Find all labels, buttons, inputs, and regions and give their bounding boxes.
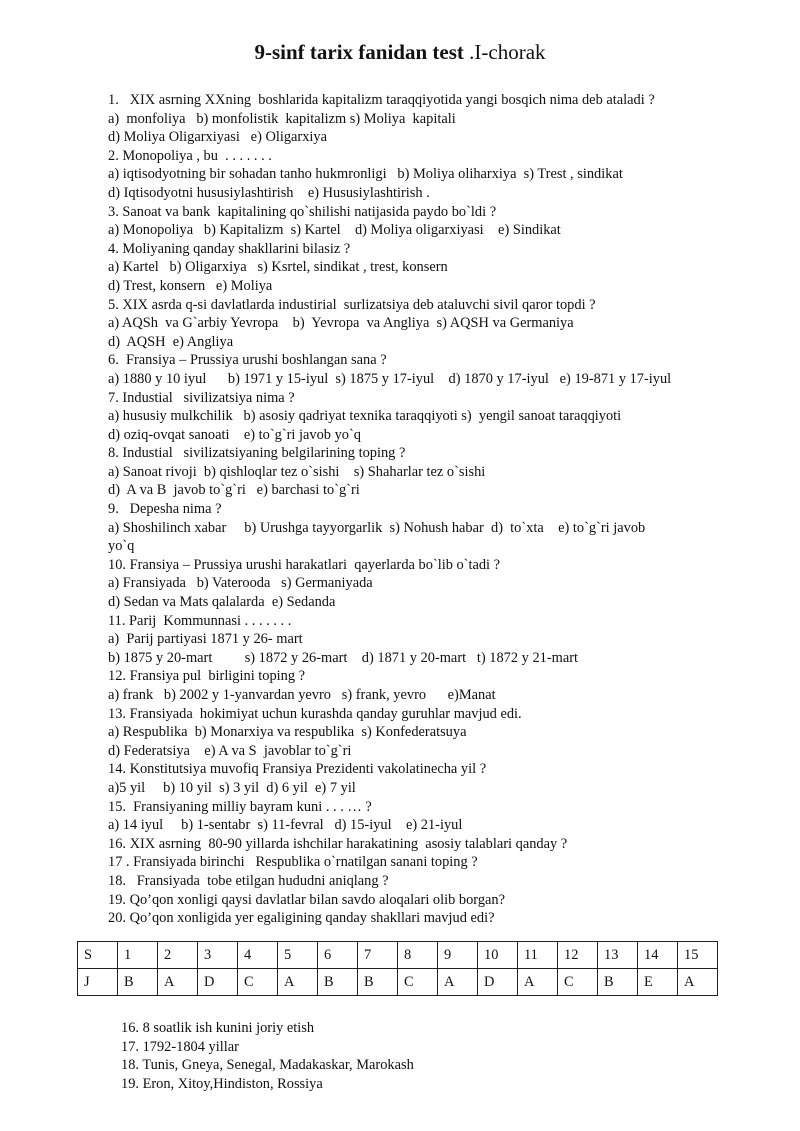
question-line: d) Sedan va Mats qalalarda e) Sedanda bbox=[108, 594, 336, 611]
page-title bbox=[0, 40, 800, 65]
answer-key-question-number: 15 bbox=[678, 942, 718, 969]
question-line: 20. Qo’qon xonligida yer egaligining qanday shakllari mavjud edi? bbox=[108, 910, 495, 927]
open-answer-line: 16. 8 soatlik ish kunini joriy etish bbox=[121, 1020, 315, 1036]
answer-key-question-number: 6 bbox=[318, 942, 358, 969]
answer-key-table bbox=[77, 941, 718, 996]
answer-key-question-number: 2 bbox=[158, 942, 198, 969]
answer-key-question-number: 13 bbox=[598, 942, 638, 969]
answer-key-answer: B bbox=[318, 969, 358, 996]
question-line: 17 . Fransiyada birinchi Respublika o`rnatilgan sanani toping ? bbox=[108, 854, 478, 871]
answer-key-question-number: 8 bbox=[398, 942, 438, 969]
question-line: a) frank b) 2002 y 1-yanvardan yevro s) frank, yevro e)Manat bbox=[108, 687, 496, 703]
answer-key-answer: B bbox=[118, 969, 158, 996]
answer-key-answer: A bbox=[158, 969, 198, 996]
question-line: 11. Parij Kommunnasi . . . . . . . bbox=[108, 612, 292, 629]
question-line: a) 1880 y 10 iyul b) 1971 y 15-iyul s) 1875 y 17-iyul d) 1870 y 17-iyul e) 19-871 y 17-iyul bbox=[108, 370, 672, 387]
answer-key-answer: E bbox=[638, 969, 678, 996]
question-line: 12. Fransiya pul birligini toping ? bbox=[108, 668, 306, 685]
question-line: 8. Industial sivilizatsiyaning belgilarining toping ? bbox=[108, 445, 406, 462]
question-line: a) Monopoliya b) Kapitalizm s) Kartel d) Moliya oligarxiyasi e) Sindikat bbox=[108, 222, 561, 239]
question-line: 18. Fransiyada tobe etilgan hududni aniqlang ? bbox=[108, 872, 389, 889]
answer-key-question-number: S bbox=[78, 942, 118, 969]
answer-key-question-number: 14 bbox=[638, 942, 678, 969]
question-line: 3. Sanoat va bank kapitalining qo`shilishi natijasida paydo bo`ldi ? bbox=[108, 203, 497, 220]
answer-key-question-number: 7 bbox=[358, 942, 398, 969]
answer-key-answer: B bbox=[358, 969, 398, 996]
question-list bbox=[108, 91, 748, 928]
question-line: a) Respublika b) Monarxiya va respublika s) Konfederatsuya bbox=[108, 724, 467, 741]
question-line: 16. XIX asrning 80-90 yillarda ishchilar harakatining asosiy talablari qanday ? bbox=[108, 835, 568, 852]
question-line: 5. XIX asrda q-si davlatlarda industirial surlizatsiya deb ataluvchi sivil qaror topdi ? bbox=[108, 296, 596, 313]
answer-key-question-number: 5 bbox=[278, 942, 318, 969]
answer-key-question-number: 1 bbox=[118, 942, 158, 969]
question-line: b) 1875 y 20-mart s) 1872 y 26-mart d) 1871 y 20-mart t) 1872 y 21-mart bbox=[108, 649, 579, 666]
answer-key-answer: B bbox=[598, 969, 638, 996]
answer-key-answer-row bbox=[78, 969, 718, 996]
answer-key-header-row bbox=[78, 942, 718, 969]
answer-key-question-number: 11 bbox=[518, 942, 558, 969]
question-line: 7. Industial sivilizatsiya nima ? bbox=[108, 389, 295, 406]
open-answer-line: 19. Eron, Xitoy,Hindiston, Rossiya bbox=[121, 1075, 323, 1092]
question-line: a) Kartel b) Oligarxiya s) Ksrtel, sindikat , trest, konsern bbox=[108, 259, 448, 276]
answer-key-answer: C bbox=[398, 969, 438, 996]
answer-key-question-number: 10 bbox=[478, 942, 518, 969]
question-line: d) Federatsiya e) A va S javoblar to`g`ri bbox=[108, 742, 352, 759]
answer-key-question-number: 12 bbox=[558, 942, 598, 969]
question-line: 10. Fransiya – Prussiya urushi harakatlari qayerlarda bo`lib o`tadi ? bbox=[108, 556, 501, 573]
question-line: 13. Fransiyada hokimiyat uchun kurashda qanday guruhlar mavjud edi. bbox=[108, 705, 522, 722]
question-line: d) Trest, konsern e) Moliya bbox=[108, 277, 273, 294]
question-line: 1. XIX asrning XXning boshlarida kapitalizm taraqqiyotida yangi bosqich nima deb ataladi ? bbox=[108, 92, 655, 108]
question-line: a) monfoliya b) monfolistik kapitalizm s) Moliya kapitali bbox=[108, 110, 456, 127]
question-line: a) AQSh va G`arbiy Yevropa b) Yevropa va Angliya s) AQSH va Germaniya bbox=[108, 315, 574, 332]
open-answer-line: 17. 1792-1804 yillar bbox=[121, 1038, 239, 1055]
answer-key-question-number: 4 bbox=[238, 942, 278, 969]
open-answer-line: 18. Tunis, Gneya, Senegal, Madakaskar, Marokash bbox=[121, 1057, 414, 1074]
question-line: a) hususiy mulkchilik b) asosiy qadriyat texnika taraqqiyoti s) yengil sanoat taraqqiyoti bbox=[108, 408, 622, 425]
question-line: 6. Fransiya – Prussiya urushi boshlangan sana ? bbox=[108, 352, 387, 369]
question-line: 9. Depesha nima ? bbox=[108, 501, 222, 518]
question-line: a) Fransiyada b) Vaterooda s) Germaniyada bbox=[108, 575, 373, 592]
question-line: a)5 yil b) 10 yil s) 3 yil d) 6 yil e) 7 yil bbox=[108, 779, 356, 796]
question-line: a) Parij partiyasi 1871 y 26- mart bbox=[108, 631, 303, 648]
question-line: a) iqtisodyotning bir sohadan tanho hukmronligi b) Moliya oliharxiya s) Trest , sindikat bbox=[108, 166, 623, 183]
question-line: d) Moliya Oligarxiyasi e) Oligarxiya bbox=[108, 129, 328, 146]
answer-key-answer: A bbox=[278, 969, 318, 996]
question-line: a) Sanoat rivoji b) qishloqlar tez o`sishi s) Shaharlar tez o`sishi bbox=[108, 463, 486, 480]
answer-key-question-number: 3 bbox=[198, 942, 238, 969]
question-line: d) Iqtisodyotni hususiylashtirish e) Hususiylashtirish . bbox=[108, 184, 430, 201]
question-line: d) oziq-ovqat sanoati e) to`g`ri javob yo`q bbox=[108, 426, 361, 443]
open-question-answers bbox=[121, 1019, 414, 1093]
question-line: 2. Monopoliya , bu . . . . . . . bbox=[108, 147, 272, 164]
question-line: d) AQSH e) Angliya bbox=[108, 333, 234, 350]
question-line: 19. Qo’qon xonligi qaysi davlatlar bilan savdo aloqalari olib borgan? bbox=[108, 891, 505, 908]
answer-key-answer: A bbox=[678, 969, 718, 996]
title-suffix: .I-chorak bbox=[463, 40, 546, 64]
answer-key-answer: D bbox=[198, 969, 238, 996]
answer-key-answer: C bbox=[558, 969, 598, 996]
answer-key-answer: C bbox=[238, 969, 278, 996]
question-line: 15. Fransiyaning milliy bayram kuni . . . … ? bbox=[108, 798, 372, 815]
answer-key-answer: J bbox=[78, 969, 118, 996]
answer-key-question-number: 9 bbox=[438, 942, 478, 969]
question-line: a) Shoshilinch xabar b) Urushga tayyorgarlik s) Nohush habar d) to`xta e) to`g`ri javob bbox=[108, 519, 646, 536]
answer-key-answer: A bbox=[518, 969, 558, 996]
question-line: 14. Konstitutsiya muvofiq Fransiya Prezidenti vakolatinecha yil ? bbox=[108, 761, 487, 778]
question-line: d) A va B javob to`g`ri e) barchasi to`g`ri bbox=[108, 482, 360, 499]
question-line: a) 14 iyul b) 1-sentabr s) 11-fevral d) 15-iyul e) 21-iyul bbox=[108, 817, 463, 834]
title-main: 9-sinf tarix fanidan test bbox=[254, 40, 464, 64]
answer-key-answer: D bbox=[478, 969, 518, 996]
question-line: yo`q bbox=[108, 538, 135, 555]
answer-key-answer: A bbox=[438, 969, 478, 996]
question-line: 4. Moliyaning qanday shakllarini bilasiz ? bbox=[108, 240, 351, 257]
